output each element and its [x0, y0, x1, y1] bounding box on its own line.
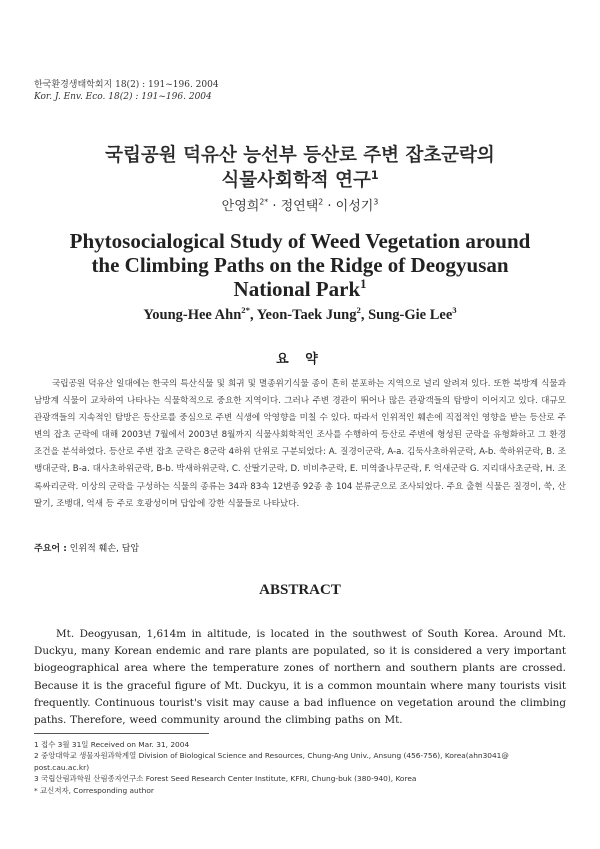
korean-title-line-2 [0, 168, 600, 194]
author-1: Young-Hee Ahn [143, 307, 242, 323]
footnote-corresponding: * 교신저자, Corresponding author [34, 785, 154, 795]
english-authors [0, 307, 600, 324]
author-separator: · [268, 199, 281, 214]
abstract-heading: ABSTRACT [259, 582, 341, 598]
author-1: 안영희 [221, 199, 260, 214]
keywords-text: 인위적 훼손, 답압 [66, 544, 140, 554]
korean-title-line-1: 국립공원 덕유산 능선부 등산로 주변 잡초군락의 [105, 145, 495, 166]
footnote-divider [34, 733, 209, 734]
author-3-mark: 3 [373, 197, 379, 207]
footnote-1: 1 접수 3월 31일 Received on Mar. 31, 2004 [34, 740, 190, 749]
author-2-mark: 2 [318, 197, 324, 207]
korean-title-text: 식물사회학적 연구 [221, 170, 371, 191]
english-title-text: National Park [233, 277, 361, 301]
abstract-body: Mt. Deogyusan, 1,614m in altitude, is located in the southwest of South Korea. Around Mt. Duckyu, many Korean endemic and rare plants are populated, so it is considered a very important biogeographical area where the temperature zones of northern and southern plants are crossed. Because it is the graceful figure of Mt. Duckyu, it is a common mountain where many tourists visit frequently. Continuous tourist's visit may cause a bad influence on vegetation around the climbing paths. Therefore, weed community around the climbing paths on Mt. [34, 628, 566, 727]
author-2: 정연택 [280, 199, 319, 214]
english-title-line-2: the Climbing Paths on the Ridge of Deogyusan [91, 253, 509, 277]
journal-citation-ko: 한국환경생태학회지 18(2) : 191~196. 2004 [34, 80, 219, 90]
keywords [34, 541, 139, 554]
author-3: 이성기 [335, 199, 374, 214]
keywords-label: 주요어 : [34, 544, 67, 554]
korean-authors [0, 195, 600, 214]
english-title-line-1: Phytosocialogical Study of Weed Vegetation around [69, 229, 531, 253]
english-title-line-3 [0, 277, 600, 302]
author-1-mark: 2* [241, 305, 250, 316]
author-separator: · [323, 199, 336, 214]
footnotes [34, 739, 574, 796]
author-2-mark: 2 [356, 305, 361, 316]
korean-abstract-body: 국립공원 덕유산 일대에는 한국의 특산식물 및 희귀 및 멸종위기식물 종이 흔히 분포하는 지역으로 널리 알려져 있다. 또한 북방계 식물과 남방계 식물이 교차하여 나타나는 식물학적으로 중요한 지역이다. 그러나 주변 경관이 뛰어나 많은 관광객들의 탐방이 이어지고 있다. 대규모 관광객들의 지속적인 탐방은 등산로를 중심으로 주변 식생에 악영향을 미칠 수 있다. 따라서 인위적인 훼손에 직접적인 영향을 받는 등산로 주변의 잡초 군락에 대해 2003년 7월에서 2003년 8월까지 식물사회학적인 조사를 수행하여 등산로 주변에 형성된 군락을 유형화하고 그 환경조건을 분석하였다. 등산로 주변 잡초 군락은 8군락 4하위 단위로 구분되었다: A. 질경이군락, A-a. 김둑사초하위군락, A-b. 쑥하위군락, B. 조뱅대군락, B-a. 대사초하위군락, B-b. 박새하위군락, C. 산딸기군락, D. 비비추군락, E. 미역줄나무군락, F. 억새군락 G. 지리대사초군락, H. 조록싸리군락. 이상의 군락을 구성하는 식물의 종류는 34과 83속 12변종 92종 총 104 분류군으로 조사되었다. 주요 출현 식물은 질경이, 쑥, 산딸기, 조뱅대, 억새 등 주로 호광성이며 답압에 강한 식물들로 나타났다. [34, 379, 566, 509]
footnote-mark: 1 [370, 168, 379, 182]
journal-citation-en: Kor. J. Env. Eco. 18(2) : 191~196. 2004 [34, 92, 212, 102]
author-2: , Yeon-Taek Jung [249, 307, 357, 323]
author-1-mark: 2* [259, 197, 269, 207]
footnote-3: 3 국립산림과학원 산림종자연구소 Forest Seed Research Center Institute, KFRI, Chung-buk (380-940), Korea [34, 774, 417, 784]
korean-abstract-heading: 요 약 [276, 352, 324, 367]
author-3: , Sung-Gie Lee [360, 307, 453, 323]
footnote-2-cont: post.cau.ac.kr) [34, 762, 90, 772]
author-3-mark: 3 [452, 305, 457, 316]
footnote-mark: 1 [360, 277, 367, 291]
footnote-2: 2 중앙대학교 생물자원과학계열 Division of Biological Science and Resources, Chung-Ang Univ., Ansung (456-756), Korea(ahn3041@ [34, 751, 509, 761]
